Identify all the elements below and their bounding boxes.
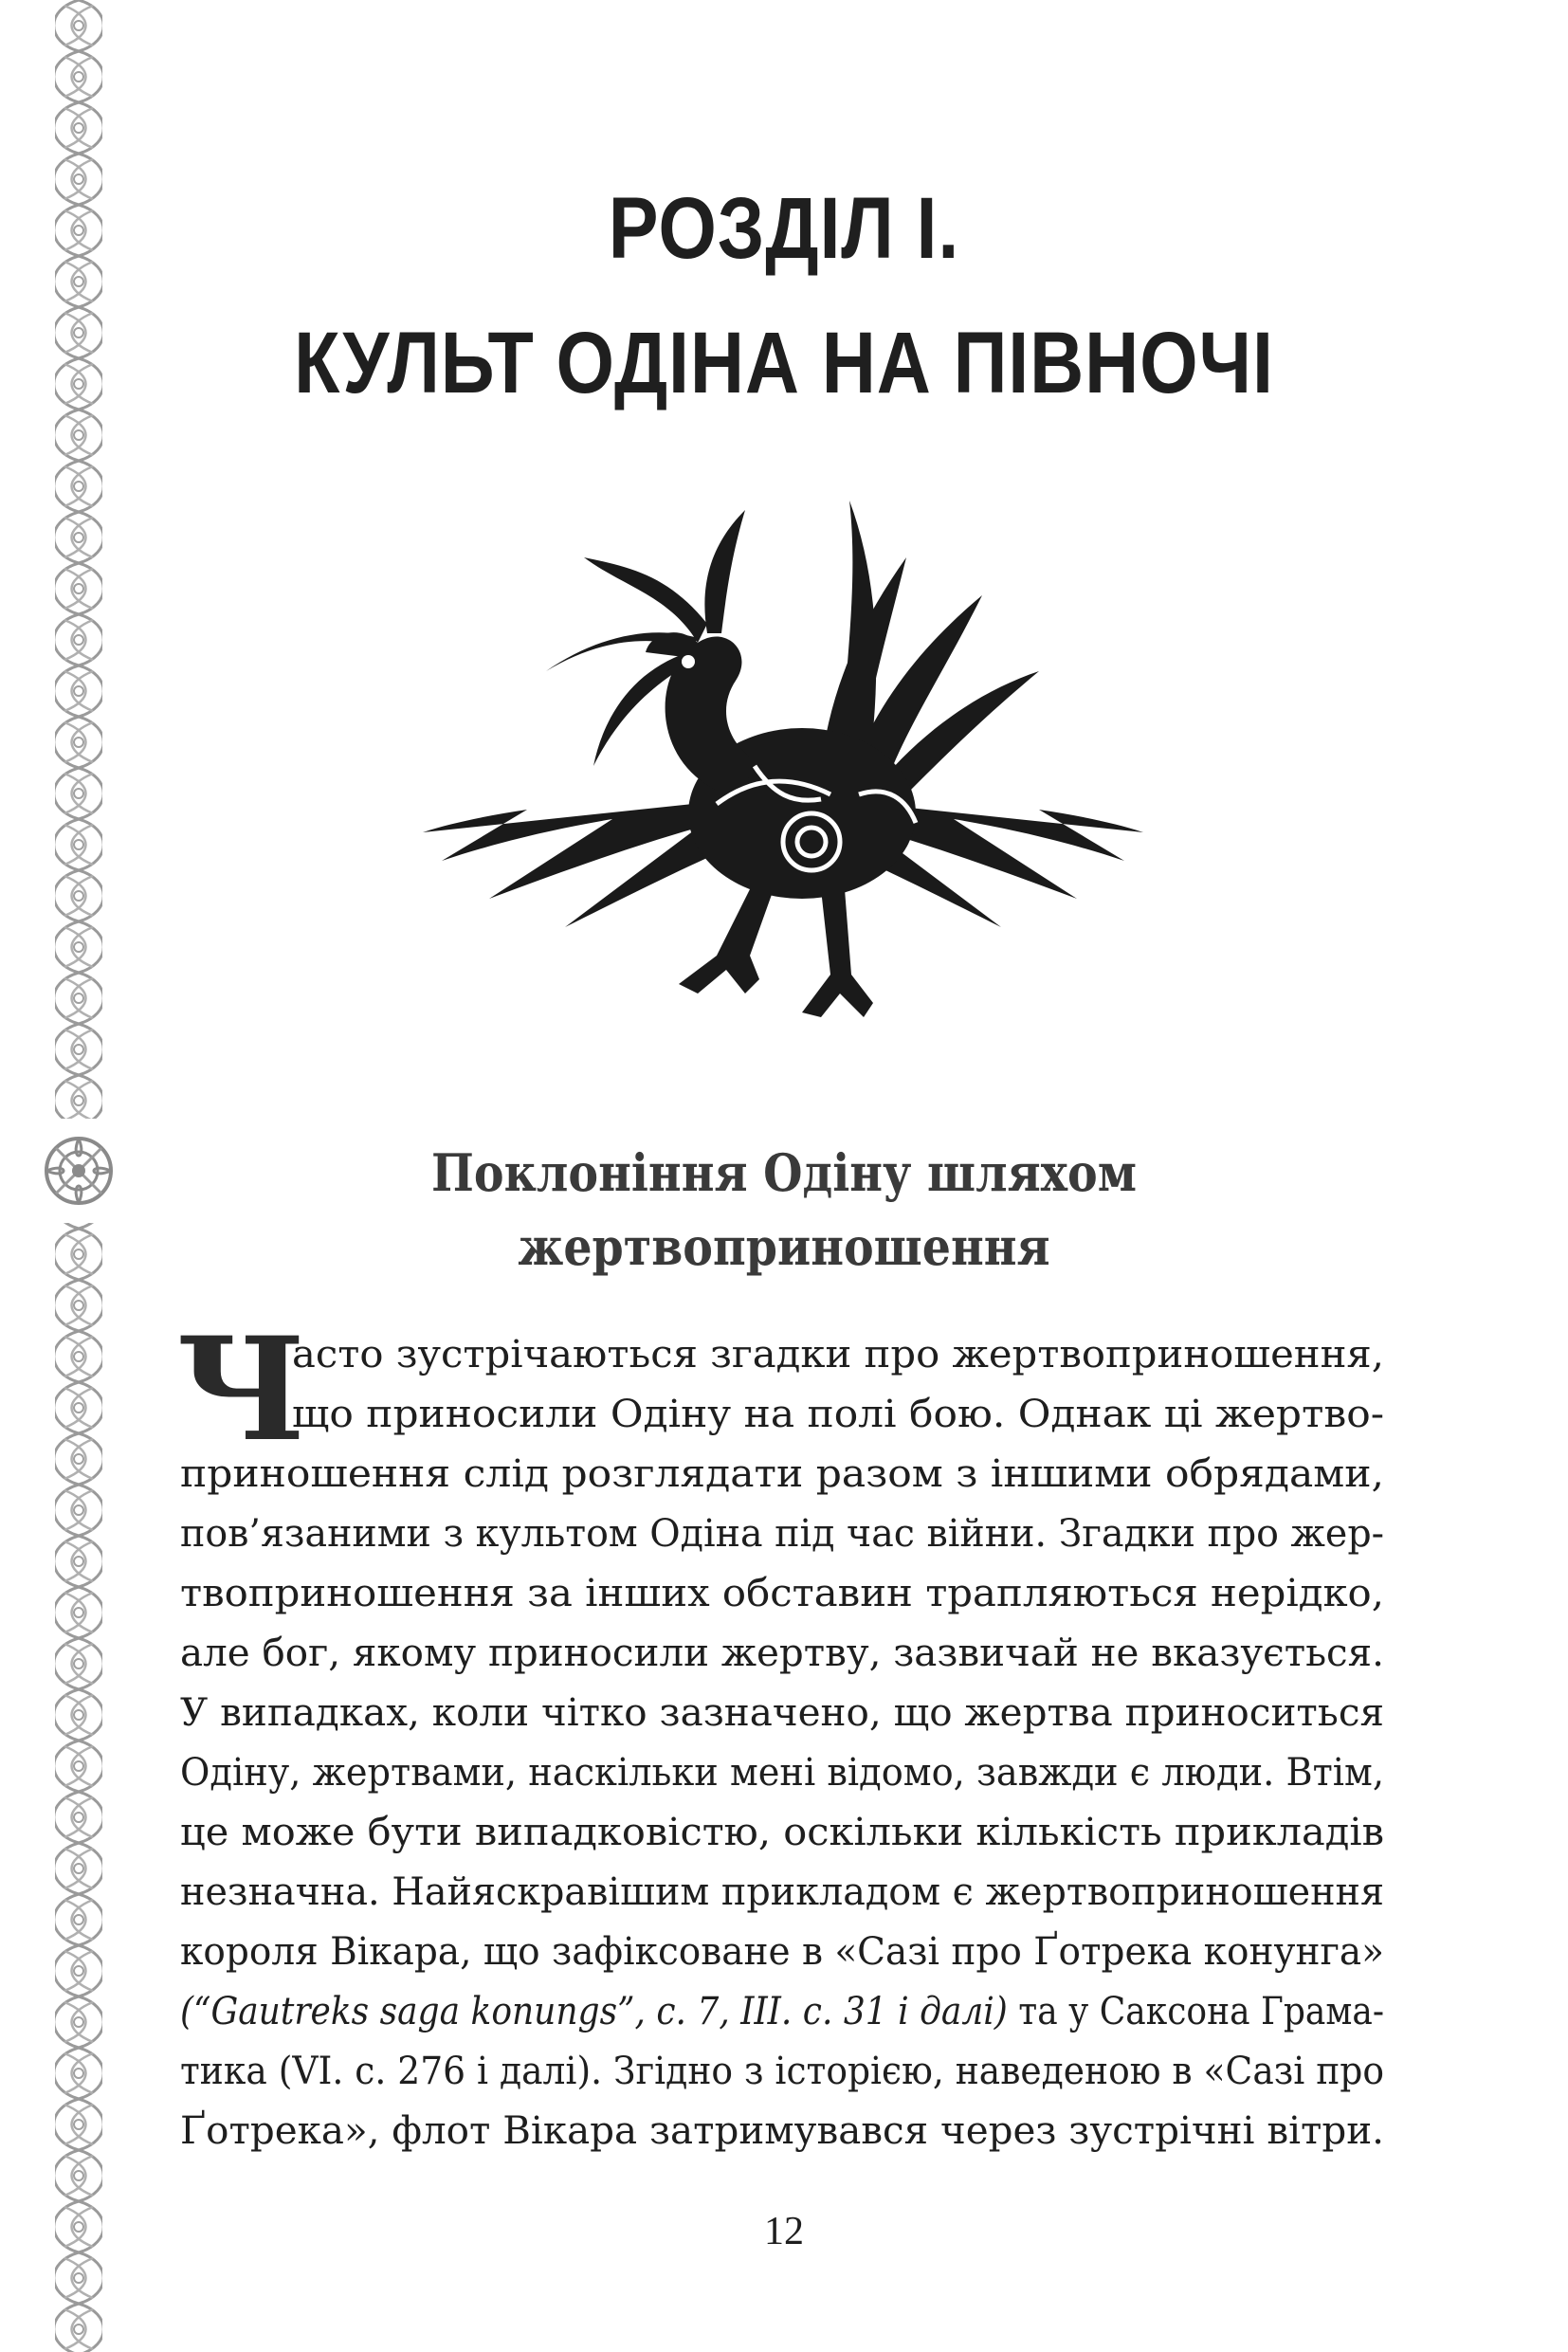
text-line: короля Вікара, що зафіксоване в «Сазі про Ґотрека конунга» — [180, 1930, 1384, 1974]
text-line: пов’язаними з культом Одіна під час війни. Згадки про жер- — [180, 1512, 1384, 1556]
text-line: твоприношення за інших обставин трапляються нерідко, — [180, 1572, 1384, 1615]
text-line: приношення слід розглядати разом з іншими обрядами, — [180, 1452, 1384, 1496]
drop-cap: Ч — [176, 1306, 306, 1473]
section-title-line-1: Поклоніння Одіну шляхом — [431, 1142, 1137, 1203]
text-line: що приносили Одіну на полі бою. Однак ці жертво- — [292, 1393, 1384, 1436]
section-title — [344, 1136, 1224, 1284]
text-line: (“Gautreks saga konungs”, c. 7, III. c. 31 і далі) та у Саксона Грама- — [180, 1990, 1384, 2033]
body-paragraph — [180, 1325, 1384, 2161]
section-title-line-2: жертвоприношення — [518, 1216, 1050, 1277]
knotwork-border-icon — [27, 0, 131, 2352]
text-line: У випадках, коли чітко зазначено, що жертва приноситься — [180, 1691, 1384, 1735]
text-line: Ґотрека», флот Вікара затримувався через зустрічні вітри. — [180, 2109, 1384, 2153]
text-line: тика (VI. с. 276 і далі). Згідно з історією, наведеною в «Сазі про — [180, 2050, 1384, 2093]
knot-medallion-icon — [46, 1139, 111, 1203]
text-line: незначна. Найяскравішим прикладом є жертвоприношення — [180, 1870, 1384, 1914]
text-line: але бог, якому приносили жертву, зазвичай не вказується. — [180, 1632, 1384, 1675]
text-line: Одіну, жертвами, наскільки мені відомо, завжди є люди. Втім, — [180, 1751, 1384, 1795]
chapter-title-line-1: РОЗДІЛ І. — [608, 180, 960, 277]
page-number: 12 — [764, 2210, 804, 2253]
text-line: це може бути випадковістю, оскільки кількість прикладів — [180, 1811, 1384, 1854]
chapter-title — [273, 161, 1295, 430]
chapter-title-line-2: КУЛЬТ ОДІНА НА ПІВНОЧІ — [294, 315, 1274, 411]
dragon-bird-emblem-icon — [413, 482, 1153, 1041]
text-line: асто зустрічаються згадки про жертвоприношення, — [292, 1333, 1384, 1377]
